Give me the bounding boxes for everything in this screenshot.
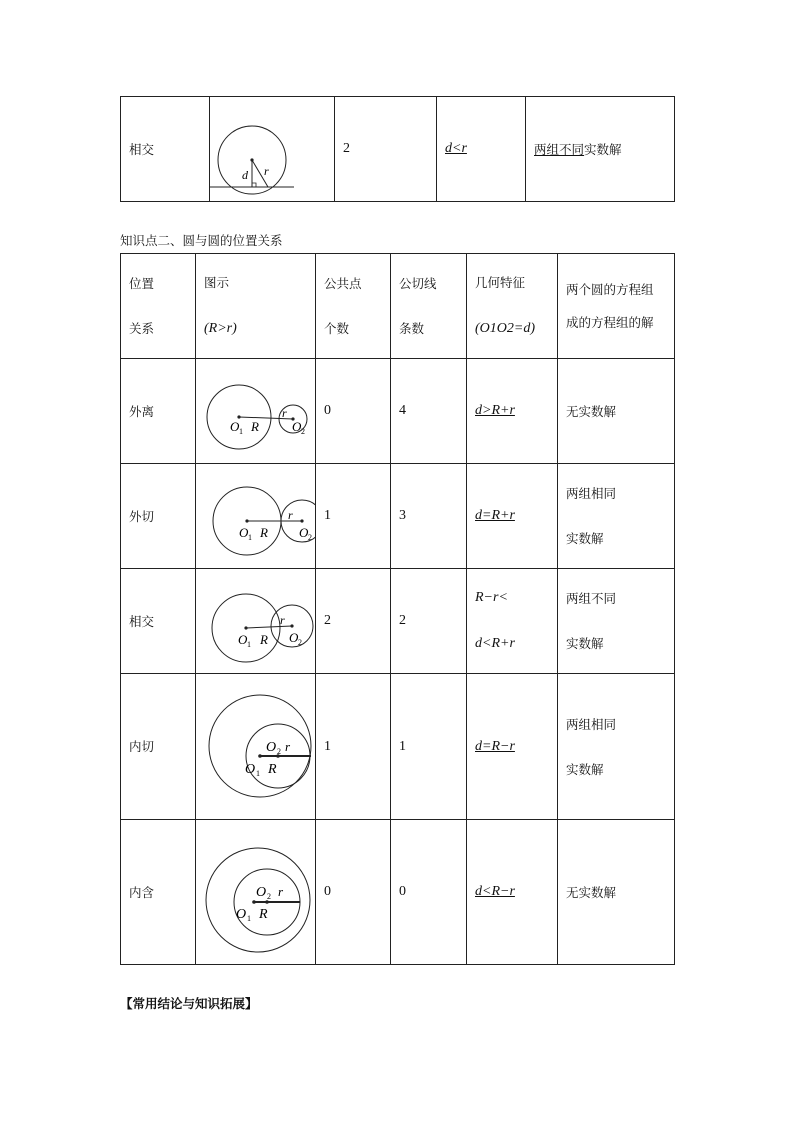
label-d: d [242, 168, 248, 182]
label-o2: O [256, 885, 267, 900]
header-tangent: 公切线 [399, 276, 437, 291]
header-geometry: 几何特征 [475, 274, 526, 290]
label-o2-sub: 2 [267, 892, 271, 901]
label-r: r [285, 739, 291, 754]
feature-line-1: R−r< [475, 589, 508, 605]
position-cell: 外切 [121, 464, 196, 569]
tangent-lines: 4 [399, 403, 406, 419]
label-o2-sub: 2 [308, 533, 312, 542]
solution-line-2: 实数解 [566, 636, 604, 651]
common-points: 1 [324, 508, 331, 524]
label-o1: O [238, 632, 248, 647]
header-common: 公共点 [324, 276, 362, 291]
common-count: 2 [343, 141, 350, 157]
solution-text: 无实数解 [566, 403, 617, 419]
top-table [120, 96, 675, 202]
tangent-lines: 1 [399, 738, 406, 754]
label-r: r [278, 884, 284, 899]
table-row [121, 464, 675, 569]
figure-separate [196, 359, 316, 464]
label-o1: O [230, 419, 240, 434]
label-o1-sub: 1 [239, 427, 243, 436]
tangent-lines: 0 [399, 884, 406, 900]
figure-line-circle-intersect [210, 97, 335, 202]
label-r: r [282, 406, 287, 420]
position-cell: 内切 [121, 674, 196, 820]
circles-contain-diagram [196, 820, 316, 965]
label-R: R [251, 419, 259, 434]
section-title: 知识点二、圆与圆的位置关系 [120, 233, 283, 248]
table-row [121, 569, 675, 674]
label-r: r [288, 508, 293, 522]
solution-line-2: 实数解 [566, 761, 604, 777]
common-points: 2 [324, 613, 331, 629]
label-o2-sub: 2 [301, 427, 305, 436]
label-o1: O [236, 907, 247, 922]
common-points: 0 [324, 884, 331, 900]
figure-contain [196, 820, 316, 965]
header-lines: 条数 [399, 321, 425, 336]
footer-heading: 【常用结论与知识拓展】 [120, 996, 258, 1011]
table-row [121, 674, 675, 820]
tangent-lines: 2 [399, 613, 406, 629]
feature-text: d=R−r [475, 738, 515, 754]
common-points: 1 [324, 738, 331, 754]
solution-line-1: 两组相同 [566, 486, 617, 501]
label-o2: O [289, 630, 299, 645]
header-count: 个数 [324, 321, 350, 336]
solution-line-1: 两组相同 [566, 716, 617, 732]
circles-internal-tangent-diagram [196, 674, 316, 820]
label-R: R [260, 525, 268, 540]
label-o1-sub: 1 [247, 640, 251, 649]
label-o1: O [245, 762, 256, 777]
header-position: 位置 [129, 276, 155, 291]
label-R: R [268, 762, 277, 777]
circles-intersect-diagram [196, 569, 316, 674]
solution-rest: 实数解 [584, 141, 622, 157]
circle-relation-table [120, 253, 675, 965]
header-solution-1: 两个圆的方程组 [566, 282, 654, 297]
label-o2: O [299, 525, 309, 540]
label-R: R [260, 632, 268, 647]
common-points: 0 [324, 403, 331, 419]
figure-internal-tangent [196, 674, 316, 820]
line-circle-diagram [210, 97, 335, 202]
circles-separate-diagram [196, 359, 316, 464]
feature-text: d=R+r [475, 508, 515, 524]
position-cell: 外离 [121, 359, 196, 464]
label-r: r [280, 613, 285, 627]
label-r: r [264, 164, 269, 178]
figure-intersect [196, 569, 316, 674]
feature-text: d>R+r [475, 403, 515, 419]
table-row [121, 820, 675, 965]
label-o1-sub: 1 [256, 769, 260, 778]
label-o2-sub: 2 [277, 747, 281, 756]
feature-text: d<R−r [475, 884, 515, 900]
figure-external-tangent [196, 464, 316, 569]
header-solution-2: 成的方程组的解 [566, 315, 654, 330]
header-figure: 图示 [204, 274, 230, 290]
label-o2: O [266, 740, 277, 755]
header-row [121, 254, 675, 359]
header-figure-cond: (R>r) [204, 320, 237, 336]
solution-line-2: 实数解 [566, 531, 604, 546]
label-o2-sub: 2 [298, 638, 302, 647]
header-relation: 关系 [129, 321, 155, 336]
feature-line-2: d<R+r [475, 635, 515, 651]
table-row [121, 359, 675, 464]
position-cell: 相交 [121, 97, 210, 202]
circles-external-tangent-diagram [196, 464, 316, 569]
label-o1-sub: 1 [248, 533, 252, 542]
solution-cell [526, 97, 675, 202]
solution-underlined: 两组不同 [534, 141, 585, 157]
label-o1: O [239, 525, 249, 540]
feature-text: d<r [445, 141, 467, 157]
label-o1-sub: 1 [247, 914, 251, 923]
tangent-lines: 3 [399, 508, 406, 524]
header-geometry-cond: (O1O2=d) [475, 320, 535, 336]
solution-text: 无实数解 [566, 884, 617, 900]
label-R: R [259, 907, 268, 922]
position-cell: 内含 [121, 820, 196, 965]
solution-line-1: 两组不同 [566, 591, 617, 606]
position-cell: 相交 [121, 569, 196, 674]
label-o2: O [292, 419, 302, 434]
